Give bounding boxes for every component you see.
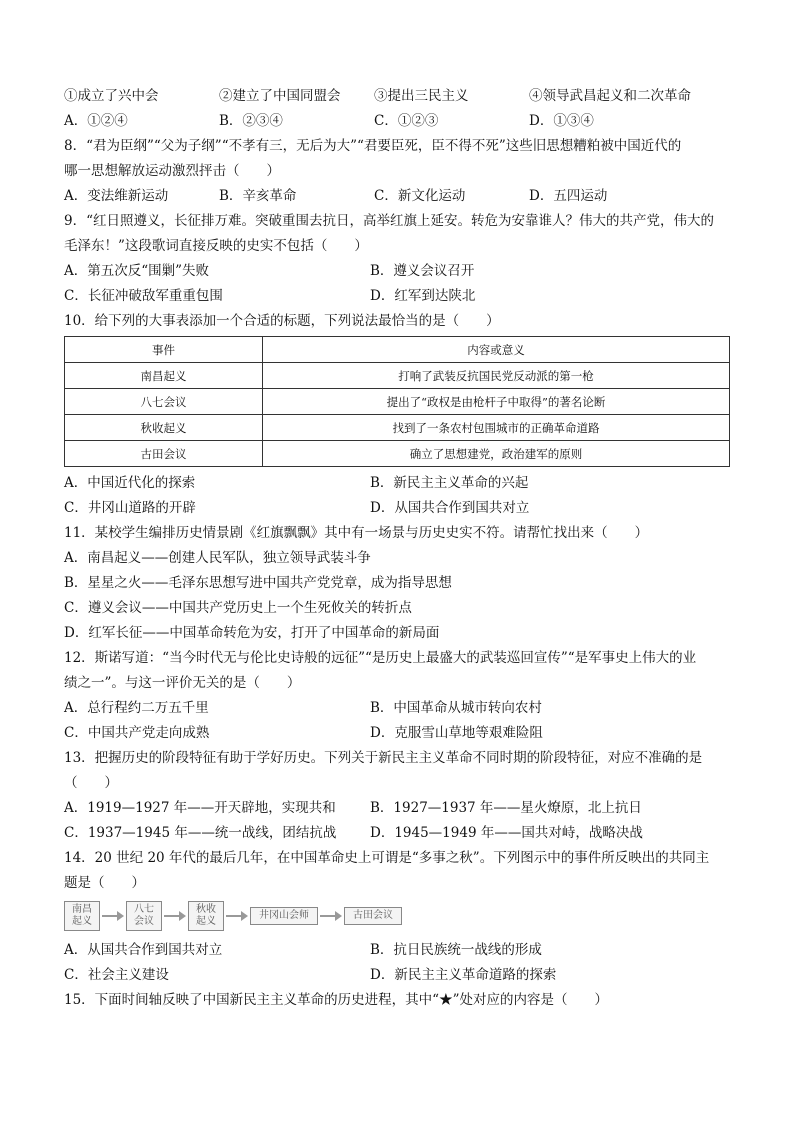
table-cell-event: 南昌起义 [65,363,263,389]
q9-stem-line-1: 9．“红日照遵义，长征排万难。突破重围去抗日，高举红旗上延安。转危为安靠谁人？伟大的共产党，伟大的 [64,213,714,229]
table-cell-event: 八七会议 [65,389,263,415]
q14-option-c[interactable]: C．社会主义建设 [64,967,169,983]
q12-stem-line-1: 12．斯诺写道：“当今时代无与伦比史诗般的远征”“是历史上最盛大的武装巡回宣传”“是军事史上伟大的业 [64,650,697,666]
q12-option-d[interactable]: D．克服雪山草地等艰难险阻 [370,725,543,741]
q12-option-c[interactable]: C．中国共产党走向成熟 [64,725,210,741]
q10-option-d[interactable]: D．从国共合作到国共对立 [370,500,530,516]
q10-options-row-1 [64,471,730,496]
q8-options [64,184,730,209]
q9-option-a[interactable]: A．第五次反“围剿”失败 [64,263,210,279]
q12-options-row-2 [64,721,730,746]
q8-option-c[interactable]: C．新文化运动 [374,188,466,204]
q13-stem-line-2: （ ） [64,775,118,791]
arrow-right-icon [320,910,342,922]
q13-option-c[interactable]: C．1937—1945 年——统一战线，团结抗战 [64,825,337,841]
q8-option-a[interactable]: A．变法维新运动 [64,188,169,204]
q12-option-a[interactable]: A．总行程约二万五千里 [64,700,209,716]
table-cell-meaning: 确立了思想建党，政治建军的原则 [263,441,730,467]
flow-box: 南昌起义 [64,901,100,931]
q8-option-b[interactable]: B．辛亥革命 [219,188,297,204]
flow-box: 古田会议 [344,907,402,925]
q10-option-b[interactable]: B．新民主主义革命的兴起 [370,475,529,491]
q13-option-a[interactable]: A．1919—1927 年——开天辟地，实现共和 [64,800,336,816]
flow-box: 井冈山会师 [250,907,318,925]
q10-option-a[interactable]: A．中国近代化的探索 [64,475,196,491]
q13-stem-line-1: 13．把握历史的阶段特征有助于学好历史。下列关于新民主主义革命不同时期的阶段特征，对应不准确的是 [64,750,703,766]
q9-option-d[interactable]: D．红军到达陕北 [370,288,476,304]
q11-stem: 11．某校学生编排历史情景剧《红旗飘飘》其中有一场景与历史史实不符。请帮忙找出来（ ） [64,525,649,541]
q13-options-row-2 [64,821,730,846]
q14-options-row-2 [64,963,730,988]
table-cell-meaning: 提出了“政权是由枪杆子中取得”的著名论断 [263,389,730,415]
q10-option-c[interactable]: C．井冈山道路的开辟 [64,500,196,516]
q9-options-row-2 [64,284,730,309]
q7-options [64,109,730,134]
table-row [65,415,730,441]
q10-events-table [64,336,730,467]
q15-stem: 15．下面时间轴反映了中国新民主主义革命的历史进程，其中“★”处对应的内容是（ ） [64,992,608,1008]
q9-stem-line-2: 毛泽东！”这段歌词直接反映的史实不包括（ ） [64,238,368,254]
q7-item-4: ④领导武昌起义和二次革命 [529,88,691,104]
arrow-right-icon [102,910,124,922]
q7-option-d[interactable]: D．①③④ [529,113,594,129]
arrow-right-icon [226,910,248,922]
q9-option-b[interactable]: B．遵义会议召开 [370,263,475,279]
q13-option-b[interactable]: B．1927—1937 年——星火燎原，北上抗日 [370,800,642,816]
table-header-cell: 内容或意义 [263,337,730,363]
table-row [65,363,730,389]
table-cell-meaning: 找到了一条农村包围城市的正确革命道路 [263,415,730,441]
arrow-right-icon [164,910,186,922]
q7-option-b[interactable]: B．②③④ [219,113,283,129]
exam-page [64,84,730,1013]
q14-stem-line-2: 题是（ ） [64,875,145,891]
q7-option-a[interactable]: A．①②④ [64,113,128,129]
q12-stem-line-2: 绩之一”。与这一评价无关的是（ ） [64,675,301,691]
table-cell-event: 古田会议 [65,441,263,467]
q7-item-1: ①成立了兴中会 [64,88,159,104]
q7-item-3: ③提出三民主义 [374,88,469,104]
table-row [65,389,730,415]
q11-option-a[interactable]: A．南昌起义——创建人民军队，独立领导武装斗争 [64,550,371,566]
q14-option-d[interactable]: D．新民主主义革命道路的探索 [370,967,557,983]
flow-box: 八七会议 [126,901,162,931]
table-cell-meaning: 打响了武装反抗国民党反动派的第一枪 [263,363,730,389]
table-header-row [65,337,730,363]
q14-option-a[interactable]: A．从国共合作到国共对立 [64,942,223,958]
q7-items [64,84,730,109]
q13-options-row-1 [64,796,730,821]
q9-options-row-1 [64,259,730,284]
q13-option-d[interactable]: D．1945—1949 年——国共对峙，战略决战 [370,825,643,841]
table-header-cell: 事件 [65,337,263,363]
q7-item-2: ②建立了中国同盟会 [219,88,341,104]
q10-stem: 10．给下列的大事表添加一个合适的标题，下列说法最恰当的是（ ） [64,313,500,329]
q11-option-b[interactable]: B．星星之火——毛泽东思想写进中国共产党党章，成为指导思想 [64,575,452,591]
q14-option-b[interactable]: B．抗日民族统一战线的形成 [370,942,542,958]
q12-options-row-1 [64,696,730,721]
q8-option-d[interactable]: D．五四运动 [529,188,608,204]
q12-option-b[interactable]: B．中国革命从城市转向农村 [370,700,542,716]
q14-stem-line-1: 14．20 世纪 20 年代的最后几年，在中国革命史上可谓是“多事之秋”。下列图示中的事件所反映出的共同主 [64,850,710,866]
q11-option-d[interactable]: D．红军长征——中国革命转危为安，打开了中国革命的新局面 [64,625,440,641]
q8-stem-line-1: 8．“君为臣纲”“父为子纲”“不孝有三，无后为大”“君要臣死，臣不得不死”这些旧思想糟粕被中国近代的 [64,138,682,154]
q10-options-row-2 [64,496,730,521]
q9-option-c[interactable]: C．长征冲破敌军重重包围 [64,288,223,304]
table-row [65,441,730,467]
q11-option-c[interactable]: C．遵义会议——中国共产党历史上一个生死攸关的转折点 [64,600,412,616]
flow-box: 秋收起义 [188,901,224,931]
table-cell-event: 秋收起义 [65,415,263,441]
q14-options-row-1 [64,938,730,963]
q7-option-c[interactable]: C．①②③ [374,113,439,129]
q8-stem-line-2: 哪一思想解放运动激烈抨击（ ） [64,163,280,179]
q14-flow-diagram [64,898,730,934]
